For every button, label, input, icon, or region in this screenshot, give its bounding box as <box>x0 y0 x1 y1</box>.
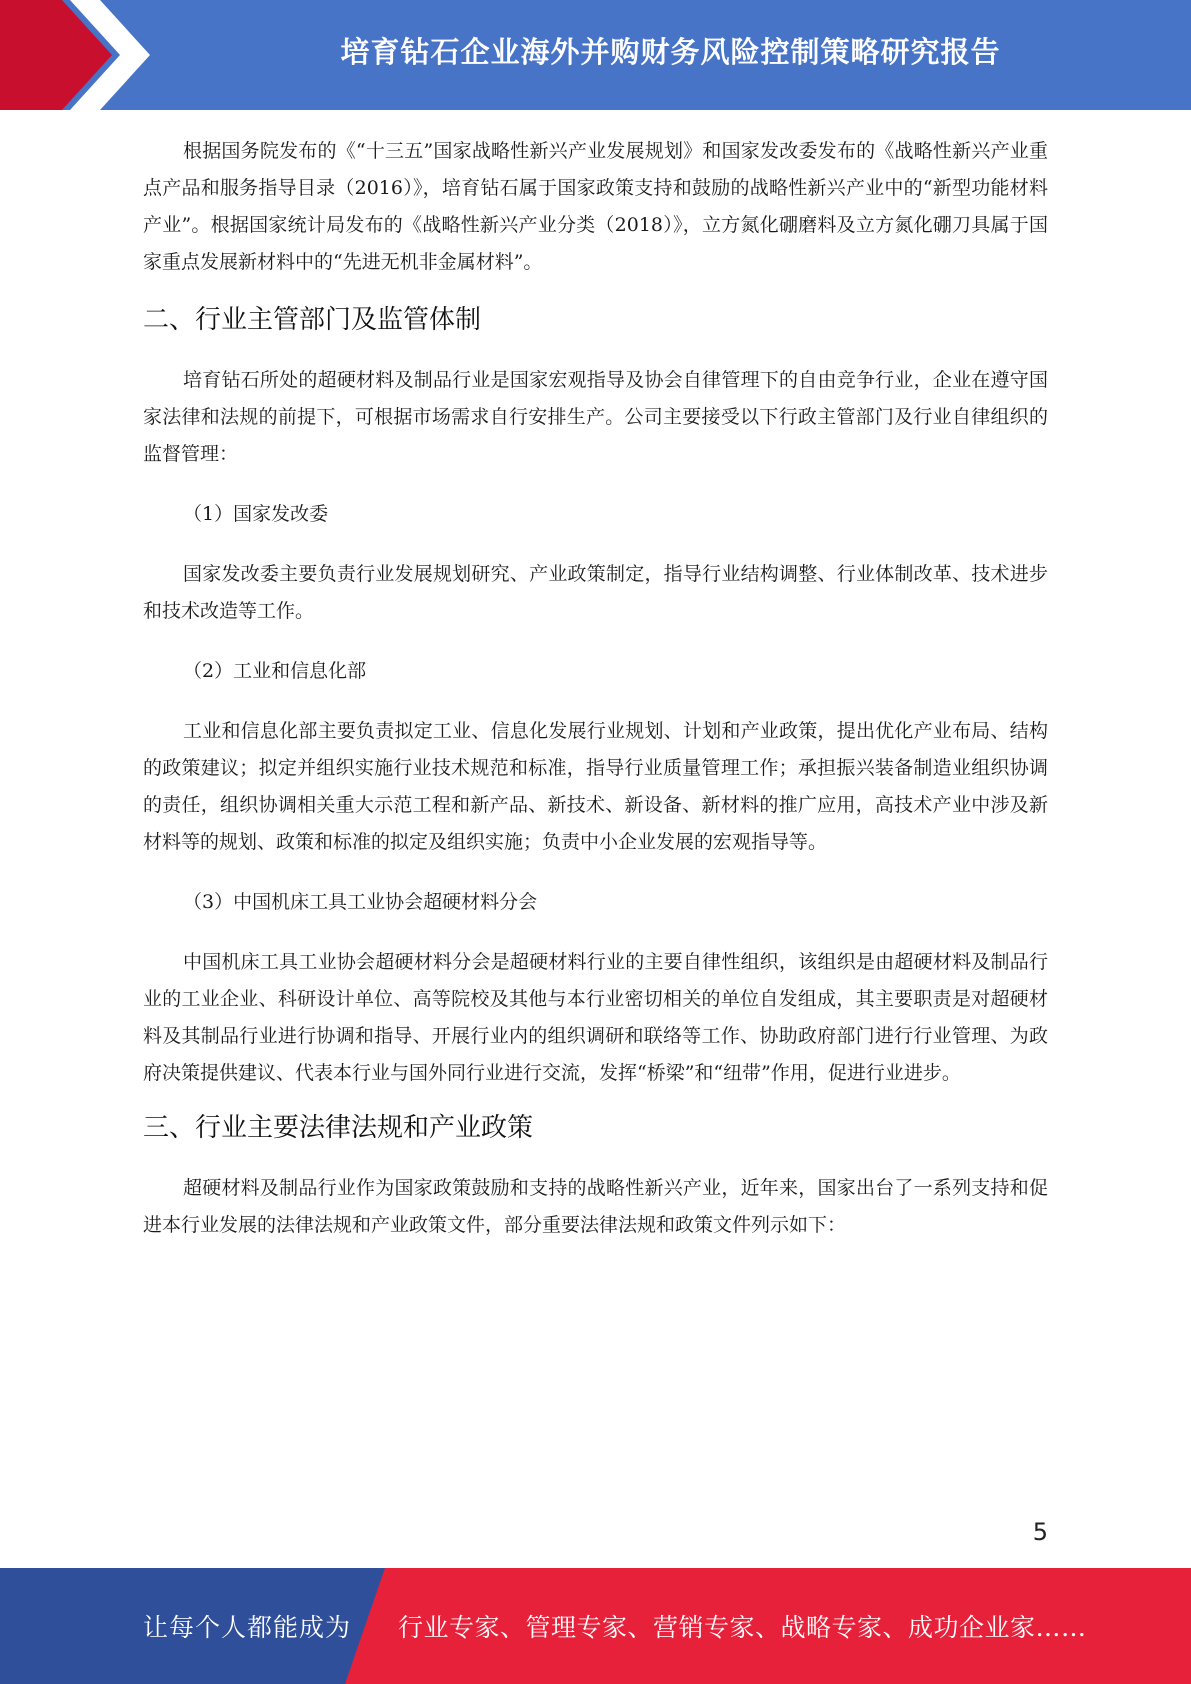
page-header <box>0 0 1191 110</box>
subheading-superhard-association: （3）中国机床工具工业协会超硬材料分会 <box>183 891 538 913</box>
document-body <box>143 133 1048 1244</box>
paragraph-regulation-overview: 培育钻石所处的超硬材料及制品行业是国家宏观指导及协会自律管理下的自由竞争行业，企业在遵守国家法律和法规的前提下，可根据市场需求自行安排生产。公司主要接受以下行政主管部门及行业自律组织的监督管理： <box>143 369 1048 465</box>
paragraph-superhard-association: 中国机床工具工业协会超硬材料分会是超硬材料行业的主要自律性组织，该组织是由超硬材料及制品行业的工业企业、科研设计单位、高等院校及其他与本行业密切相关的单位自发组成，其主要职责是对超硬材料及其制品行业进行协调和指导、开展行业内的组织调研和联络等工作、协助政府部门进行行业管理、为政府决策提供建议、代表本行业与国外同行业进行交流，发挥“桥梁”和“纽带”作用，促进行业进步。 <box>143 951 1048 1084</box>
page-footer <box>0 1568 1191 1684</box>
paragraph-laws-policies: 超硬材料及制品行业作为国家政策鼓励和支持的战略性新兴产业，近年来，国家出台了一系列支持和促进本行业发展的法律法规和产业政策文件，部分重要法律法规和政策文件列示如下： <box>143 1177 1048 1236</box>
paragraph-miit: 工业和信息化部主要负责拟定工业、信息化发展行业规划、计划和产业政策，提出优化产业布局、结构的政策建议；拟定并组织实施行业技术规范和标准，指导行业质量管理工作；承担振兴装备制造业组织协调的责任，组织协调相关重大示范工程和新产品、新技术、新设备、新材料的推广应用，高技术产业中涉及新材料等的规划、政策和标准的拟定及组织实施；负责中小企业发展的宏观指导等。 <box>143 720 1048 853</box>
footer-slogan-right: 行业专家、管理专家、营销专家、战略专家、成功企业家…… <box>398 1613 1087 1642</box>
footer-slogan-left: 让每个人都能成为 <box>143 1613 352 1642</box>
paragraph-ndrc: 国家发改委主要负责行业发展规划研究、产业政策制定，指导行业结构调整、行业体制改革、技术进步和技术改造等工作。 <box>143 563 1048 622</box>
page-number: 5 <box>1032 1518 1048 1546</box>
paragraph-policy-basis: 根据国务院发布的《“十三五”国家战略性新兴产业发展规划》和国家发改委发布的《战略性新兴产业重点产品和服务指导目录（2016）》，培育钻石属于国家政策支持和鼓励的战略性新兴产业中的“新型功能材料产业”。根据国家统计局发布的《战略性新兴产业分类（2018）》，立方氮化硼磨料及立方氮化硼刀具属于国家重点发展新材料中的“先进无机非金属材料”。 <box>143 140 1048 273</box>
report-title: 培育钻石企业海外并购财务风险控制策略研究报告 <box>340 34 1001 69</box>
subheading-ndrc: （1）国家发改委 <box>183 503 329 525</box>
section-heading-2: 二、行业主管部门及监管体制 <box>143 305 482 335</box>
section-heading-3: 三、行业主要法律法规和产业政策 <box>143 1113 534 1143</box>
subheading-miit: （2）工业和信息化部 <box>183 660 367 682</box>
